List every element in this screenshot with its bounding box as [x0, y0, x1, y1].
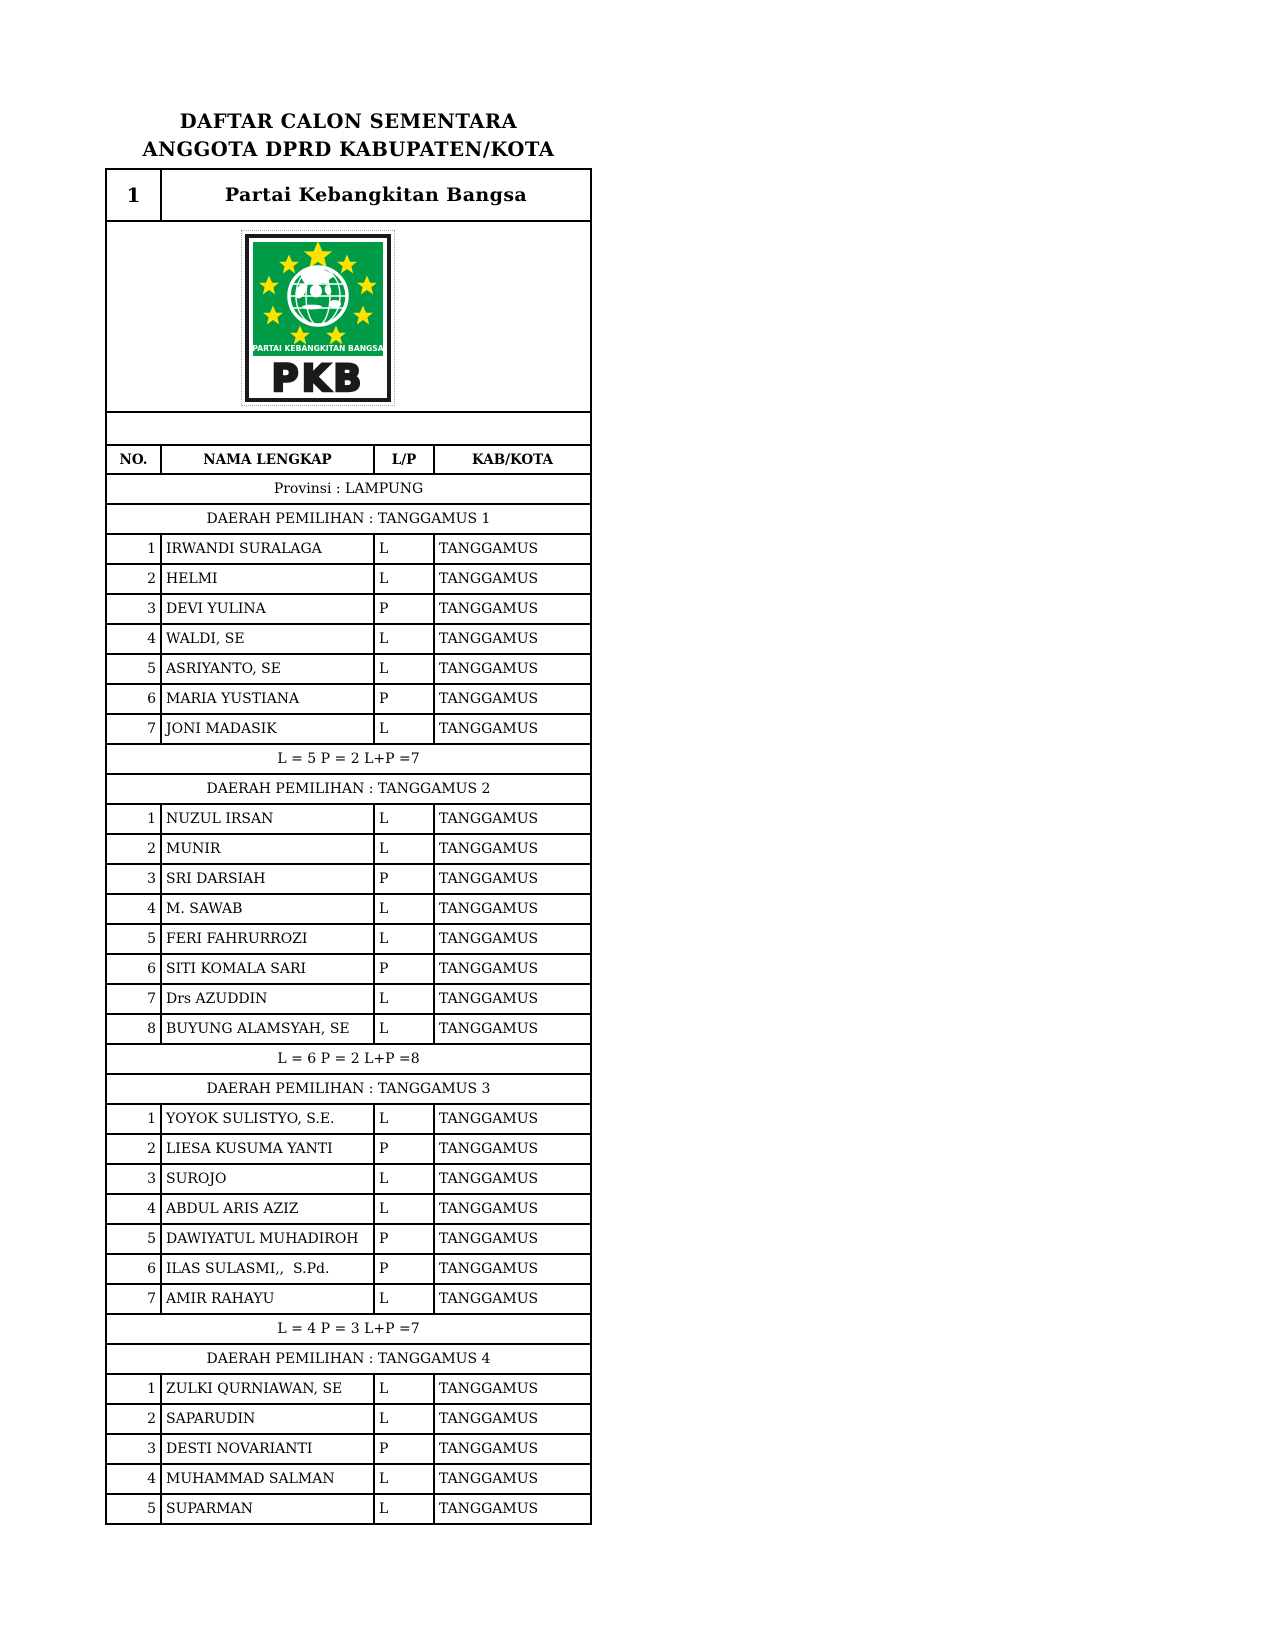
- kab-kota-value: TANGGAMUS: [439, 691, 539, 707]
- gender-value: L: [375, 655, 435, 683]
- gender-value: L: [375, 1015, 435, 1043]
- row-number: 4: [107, 895, 162, 923]
- row-number: 3: [107, 595, 162, 623]
- row-number: 3: [107, 865, 162, 893]
- row-number: 5: [107, 1495, 162, 1523]
- dapil-header-row: DAERAH PEMILIHAN : TANGGAMUS 4: [107, 1343, 590, 1373]
- gender-value: L: [375, 1285, 435, 1313]
- row-number: 6: [107, 685, 162, 713]
- party-header-row: [107, 170, 590, 220]
- table-row: [107, 533, 590, 563]
- kab-kota-value: TANGGAMUS: [439, 811, 539, 827]
- candidate-name: YOYOK SULISTYO, S.E.: [162, 1105, 375, 1133]
- table-row: [107, 653, 590, 683]
- gender-value: L: [375, 1105, 435, 1133]
- pkb-logo-icon: [244, 233, 392, 403]
- candidate-name: MUHAMMAD SALMAN: [162, 1465, 375, 1493]
- candidate-name: SAPARUDIN: [162, 1405, 375, 1433]
- row-number: 3: [107, 1435, 162, 1463]
- row-number: 3: [107, 1165, 162, 1193]
- kab-kota-value: TANGGAMUS: [439, 961, 539, 977]
- kab-kota-value: TANGGAMUS: [439, 1441, 539, 1457]
- party-number: 1: [107, 170, 162, 220]
- header-kab-kota: KAB/KOTA: [472, 451, 553, 468]
- gender-value: L: [375, 715, 435, 743]
- row-number: 5: [107, 655, 162, 683]
- row-number: 6: [107, 955, 162, 983]
- table-row: [107, 1103, 590, 1133]
- gender-value: P: [375, 685, 435, 713]
- candidate-name: IRWANDI SURALAGA: [162, 535, 375, 563]
- kab-kota-value: TANGGAMUS: [439, 1291, 539, 1307]
- row-number: 1: [107, 805, 162, 833]
- candidate-name: SITI KOMALA SARI: [162, 955, 375, 983]
- kab-kota-value: TANGGAMUS: [439, 661, 539, 677]
- kab-kota-value: TANGGAMUS: [439, 1411, 539, 1427]
- title-line-2: ANGGOTA DPRD KABUPATEN/KOTA: [142, 138, 555, 161]
- table-row: [107, 923, 590, 953]
- party-logo: [241, 230, 395, 406]
- kab-kota-value: TANGGAMUS: [439, 841, 539, 857]
- gender-value: L: [375, 1495, 435, 1523]
- table-row: [107, 803, 590, 833]
- row-number: 2: [107, 1405, 162, 1433]
- document-title: [105, 108, 592, 164]
- kab-kota-value: TANGGAMUS: [439, 1231, 539, 1247]
- gender-value: P: [375, 1255, 435, 1283]
- kab-kota-value: TANGGAMUS: [439, 541, 539, 557]
- table-row: [107, 863, 590, 893]
- candidate-name: WALDI, SE: [162, 625, 375, 653]
- gender-value: P: [375, 955, 435, 983]
- gender-value: L: [375, 1405, 435, 1433]
- gender-value: L: [375, 985, 435, 1013]
- gender-value: L: [375, 535, 435, 563]
- row-number: 8: [107, 1015, 162, 1043]
- row-number: 4: [107, 1195, 162, 1223]
- candidate-name: DAWIYATUL MUHADIROH: [162, 1225, 375, 1253]
- candidate-table: [105, 168, 592, 1525]
- table-row: [107, 1403, 590, 1433]
- candidate-name: ILAS SULASMI,, S.Pd.: [162, 1255, 375, 1283]
- table-row: [107, 1493, 590, 1523]
- table-row: [107, 1283, 590, 1313]
- table-row: [107, 1193, 590, 1223]
- gender-value: L: [375, 625, 435, 653]
- table-row: [107, 1253, 590, 1283]
- kab-kota-value: TANGGAMUS: [439, 571, 539, 587]
- table-row: [107, 953, 590, 983]
- gender-value: L: [375, 1195, 435, 1223]
- gender-value: L: [375, 835, 435, 863]
- table-row: [107, 1163, 590, 1193]
- kab-kota-value: TANGGAMUS: [439, 721, 539, 737]
- row-number: 2: [107, 835, 162, 863]
- gender-value: L: [375, 1165, 435, 1193]
- candidate-name: ZULKI QURNIAWAN, SE: [162, 1375, 375, 1403]
- gender-summary-row: L = 6 P = 2 L+P =8: [107, 1043, 590, 1073]
- candidate-name: DESTI NOVARIANTI: [162, 1435, 375, 1463]
- spacer-row: [107, 411, 590, 444]
- candidate-name: MUNIR: [162, 835, 375, 863]
- kab-kota-value: TANGGAMUS: [439, 1501, 539, 1517]
- row-number: 5: [107, 925, 162, 953]
- candidate-name: HELMI: [162, 565, 375, 593]
- row-number: 2: [107, 565, 162, 593]
- candidate-name: SRI DARSIAH: [162, 865, 375, 893]
- candidate-name: Drs AZUDDIN: [162, 985, 375, 1013]
- header-no: NO.: [107, 446, 162, 473]
- table-row: [107, 1433, 590, 1463]
- header-nama-lengkap: NAMA LENGKAP: [162, 446, 375, 473]
- row-number: 2: [107, 1135, 162, 1163]
- candidate-name: SUPARMAN: [162, 1495, 375, 1523]
- gender-value: P: [375, 865, 435, 893]
- gender-value: L: [375, 805, 435, 833]
- party-name: Partai Kebangkitan Bangsa: [224, 184, 528, 206]
- province-row: Provinsi : LAMPUNG: [107, 473, 590, 503]
- table-row: [107, 713, 590, 743]
- gender-summary-row: L = 4 P = 3 L+P =7: [107, 1313, 590, 1343]
- row-number: 7: [107, 985, 162, 1013]
- gender-summary-row: L = 5 P = 2 L+P =7: [107, 743, 590, 773]
- row-number: 1: [107, 535, 162, 563]
- candidate-name: ASRIYANTO, SE: [162, 655, 375, 683]
- kab-kota-value: TANGGAMUS: [439, 1141, 539, 1157]
- globe-icon: [289, 267, 347, 325]
- row-number: 4: [107, 1465, 162, 1493]
- gender-value: L: [375, 1465, 435, 1493]
- candidate-name: SUROJO: [162, 1165, 375, 1193]
- gender-value: P: [375, 1435, 435, 1463]
- candidate-name: ABDUL ARIS AZIZ: [162, 1195, 375, 1223]
- table-row: [107, 683, 590, 713]
- dapil-header-row: DAERAH PEMILIHAN : TANGGAMUS 1: [107, 503, 590, 533]
- table-sections: [107, 503, 590, 1523]
- candidate-name: BUYUNG ALAMSYAH, SE: [162, 1015, 375, 1043]
- header-lp: L/P: [375, 446, 435, 473]
- dapil-header-row: DAERAH PEMILIHAN : TANGGAMUS 3: [107, 1073, 590, 1103]
- row-number: 1: [107, 1105, 162, 1133]
- kab-kota-value: TANGGAMUS: [439, 871, 539, 887]
- dapil-header-row: DAERAH PEMILIHAN : TANGGAMUS 2: [107, 773, 590, 803]
- candidate-name: M. SAWAB: [162, 895, 375, 923]
- table-row: [107, 623, 590, 653]
- logo-banner-text: PARTAI KEBANGKITAN BANGSA: [252, 344, 384, 353]
- table-row: [107, 833, 590, 863]
- party-logo-cell: [107, 220, 590, 411]
- candidate-name: NUZUL IRSAN: [162, 805, 375, 833]
- row-number: 1: [107, 1375, 162, 1403]
- candidate-name: FERI FAHRURROZI: [162, 925, 375, 953]
- row-number: 6: [107, 1255, 162, 1283]
- row-number: 4: [107, 625, 162, 653]
- gender-value: P: [375, 1225, 435, 1253]
- kab-kota-value: TANGGAMUS: [439, 1261, 539, 1277]
- candidate-name: MARIA YUSTIANA: [162, 685, 375, 713]
- kab-kota-value: TANGGAMUS: [439, 991, 539, 1007]
- row-number: 5: [107, 1225, 162, 1253]
- gender-value: P: [375, 1135, 435, 1163]
- candidate-name: DEVI YULINA: [162, 595, 375, 623]
- row-number: 7: [107, 715, 162, 743]
- kab-kota-value: TANGGAMUS: [439, 1381, 539, 1397]
- logo-abbr-text: PKB: [271, 357, 365, 400]
- candidate-name: AMIR RAHAYU: [162, 1285, 375, 1313]
- candidate-name: LIESA KUSUMA YANTI: [162, 1135, 375, 1163]
- gender-value: P: [375, 595, 435, 623]
- table-row: [107, 593, 590, 623]
- kab-kota-value: TANGGAMUS: [439, 1111, 539, 1127]
- kab-kota-value: TANGGAMUS: [439, 1201, 539, 1217]
- kab-kota-value: TANGGAMUS: [439, 1171, 539, 1187]
- table-row: [107, 1013, 590, 1043]
- table-row: [107, 1223, 590, 1253]
- gender-value: L: [375, 925, 435, 953]
- kab-kota-value: TANGGAMUS: [439, 601, 539, 617]
- table-row: [107, 563, 590, 593]
- table-header-row: [107, 444, 590, 473]
- gender-value: L: [375, 565, 435, 593]
- table-row: [107, 1373, 590, 1403]
- candidate-name: JONI MADASIK: [162, 715, 375, 743]
- table-row: [107, 1463, 590, 1493]
- table-row: [107, 893, 590, 923]
- kab-kota-value: TANGGAMUS: [439, 931, 539, 947]
- kab-kota-value: TANGGAMUS: [439, 901, 539, 917]
- title-line-1: DAFTAR CALON SEMENTARA: [179, 110, 518, 133]
- gender-value: L: [375, 895, 435, 923]
- table-row: [107, 983, 590, 1013]
- row-number: 7: [107, 1285, 162, 1313]
- kab-kota-value: TANGGAMUS: [439, 631, 539, 647]
- gender-value: L: [375, 1375, 435, 1403]
- kab-kota-value: TANGGAMUS: [439, 1021, 539, 1037]
- table-row: [107, 1133, 590, 1163]
- kab-kota-value: TANGGAMUS: [439, 1471, 539, 1487]
